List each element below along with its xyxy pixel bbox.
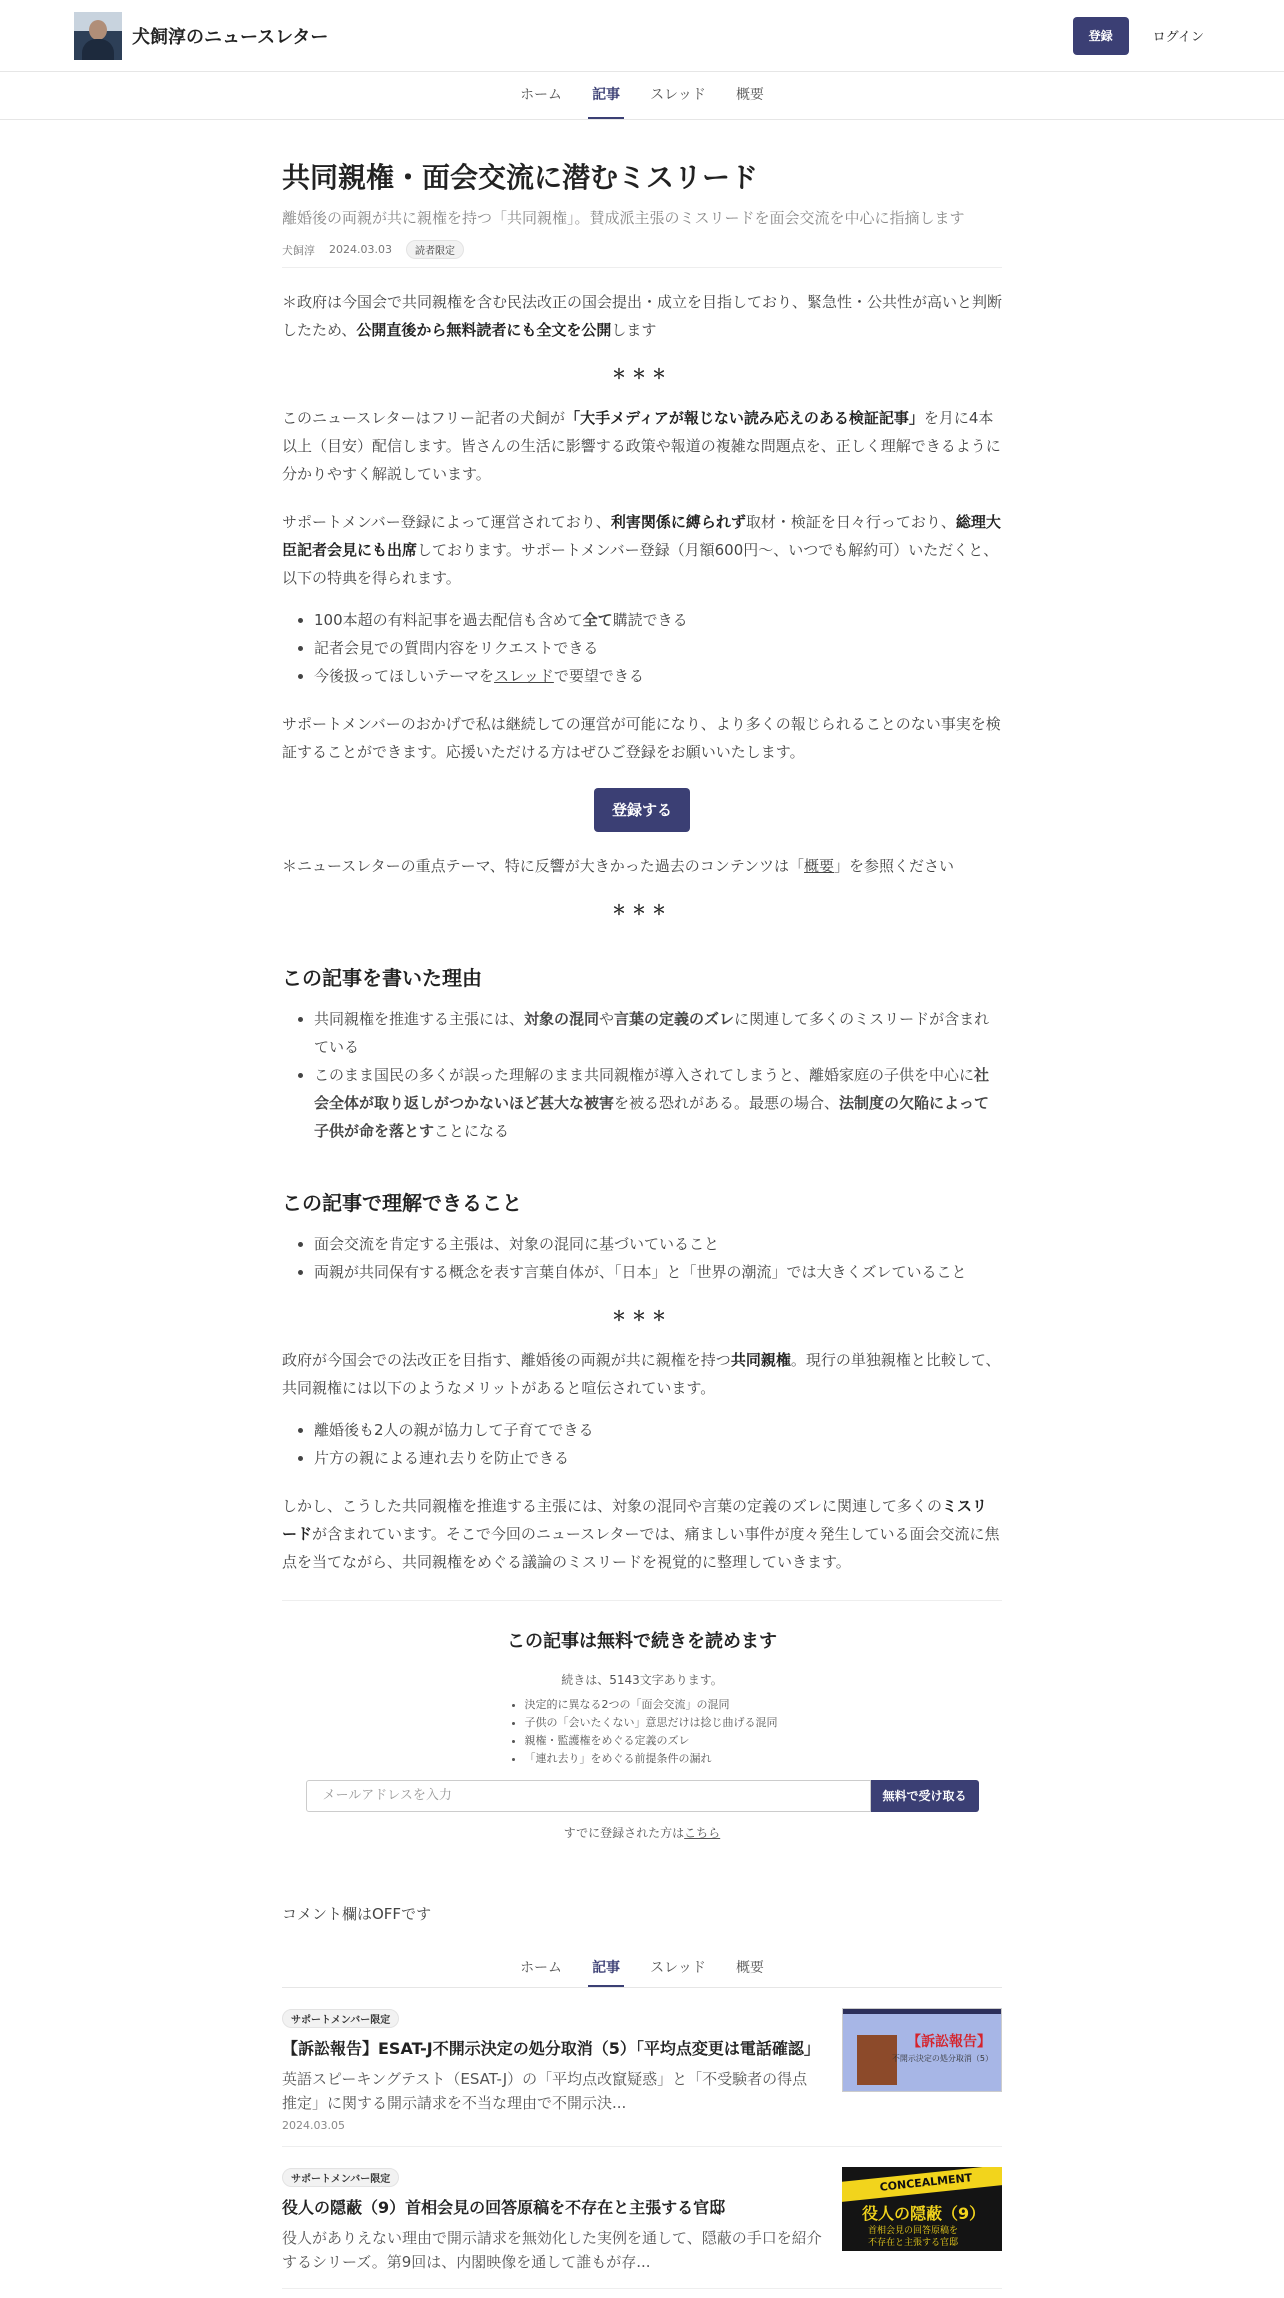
thumbnail-subtitle: 不開示決定の処分取消（5） [891, 2054, 993, 2063]
about-paragraph: ＊ニュースレターの重点テーマ、特に反響が大きかった過去のコンテンツは「概要」を参照ください [282, 857, 955, 875]
list-item: • 決定的に異なる2つの「面会交流」の混同 [525, 1696, 778, 1714]
post-text [282, 2008, 822, 2132]
list-item: • このまま国民の多くが誤った理解のまま共同親権が導入されてしまうと、離婚家庭の子供を中心に社会全体が取り返しがつかないほど甚大な被害を被る恐れがある。最悪の場合、法制度の欠陥によって子供が命を落とすことになる [314, 1061, 1002, 1145]
list-item: • 片方の親による連れ去りを防止できる [314, 1444, 1002, 1472]
nav-articles[interactable]: 記事 [588, 1950, 624, 1987]
merits-paragraph: 政府が今国会での法改正を目指す、離婚後の両親が共に親権を持つ共同親権。現行の単独親権と比較して、共同親権には以下のようなメリットがあると喧伝されています。 [282, 1351, 1001, 1397]
post-badge: サポートメンバー限定 [282, 2168, 399, 2187]
post-date: 2024.03.05 [282, 2119, 345, 2132]
post-thumbnail[interactable] [842, 2167, 1002, 2251]
main-nav [0, 72, 1284, 120]
author-avatar [74, 12, 122, 60]
list-item: • 100本超の有料記事を過去配信も含めて全て購読できる [314, 606, 1002, 634]
article-subtitle: 離婚後の両親が共に親権を持つ「共同親権」。賛成派主張のミスリードを面会交流を中心に指摘します [282, 209, 965, 227]
post-badge: サポートメンバー限定 [282, 2009, 399, 2028]
paywall-box [282, 1600, 1002, 1841]
notice-paragraph: ＊政府は今国会で共同親権を含む民法改正の国会提出・成立を目指しており、緊急性・公共性が高いと判断したため、公開直後から無料読者にも全文を公開します [282, 293, 1003, 339]
post-card[interactable] [282, 2147, 1002, 2289]
nav-threads[interactable]: スレッド [650, 1960, 706, 1976]
article-meta [282, 240, 1002, 268]
about-link[interactable]: 概要 [804, 857, 835, 875]
thumbnail-subtitle: 首相会見の回答原稿を 不存在と主張する官邸 [868, 2226, 959, 2248]
thumbnail-title: 役人の隠蔽（9） [862, 2204, 986, 2223]
intro-paragraph: このニュースレターはフリー記者の犬飼が「大手メディアが報じない読み応えのある検証記事」を月に4本以上（目安）配信します。皆さんの生活に影響する政策や報道の複雑な問題点を、正しく理解できるように分かりやすく解説しています。 [282, 409, 1001, 483]
post-excerpt: 英語スピーキングテスト（ESAT-J）の「平均点改竄疑惑」と「不受験者の得点推定」に関する開示請求を不当な理由で不開示決... [282, 2070, 808, 2112]
list-item: • 子供の「会いたくない」意思だけは捻じ曲げる混同 [525, 1714, 778, 1732]
merits-list [282, 1416, 1002, 1472]
learn-heading: この記事で理解できること [282, 1191, 522, 1215]
paywall-toc [507, 1696, 778, 1768]
nav-home[interactable]: ホーム [520, 87, 563, 103]
list-item: • 共同親権を推進する主張には、対象の混同や言葉の定義のズレに関連して多くのミスリードが含まれている [314, 1005, 1002, 1061]
article-body [282, 288, 1002, 1576]
misleading-paragraph: しかし、こうした共同親権を推進する主張には、対象の混同や言葉の定義のズレに関連して多くのミスリードが含まれています。そこで今回のニュースレターでは、痛ましい事件が度々発生している面会交流に焦点を当てながら、共同親権をめぐる議論のミスリードを視覚的に整理していきます。 [282, 1497, 1000, 1571]
section-divider: ＊＊＊ [612, 903, 672, 919]
nav-about[interactable]: 概要 [735, 87, 764, 103]
free-subscribe-button[interactable]: 無料で受け取る [871, 1780, 979, 1812]
brand[interactable] [74, 12, 328, 60]
thumbnail-tape: CONCEALMENT [842, 2167, 1002, 2202]
thanks-paragraph: サポートメンバーのおかげで私は継続しての運営が可能になり、より多くの報じられることのない事実を検証することができます。応援いただける方はぜひご登録をお願いいたします。 [282, 715, 1001, 761]
nav-home[interactable]: ホーム [520, 1960, 563, 1976]
article-author[interactable]: 犬飼淳 [282, 243, 315, 257]
list-item: • 記者会見での質問内容をリクエストできる [314, 634, 1002, 662]
support-paragraph: サポートメンバー登録によって運営されており、利害関係に縛られず取材・検証を日々行っており、総理大臣記者会見にも出席しております。サポートメンバー登録（月額600円〜、いつでも解約可）いただくと、以下の特典を得られます。 [282, 513, 1001, 587]
secondary-nav [282, 1950, 1002, 1988]
benefits-list [282, 606, 1002, 690]
already-registered: すでに登録された方はこちら [563, 1826, 721, 1840]
nav-articles[interactable]: 記事 [588, 72, 624, 119]
signup-form [282, 1780, 1002, 1812]
article-title: 共同親権・面会交流に潜むミスリード [282, 161, 759, 194]
post-excerpt: 役人がありえない理由で開示請求を無効化した実例を通して、隠蔽の手口を紹介するシリーズ。第9回は、内閣映像を通して誰もが存... [282, 2229, 822, 2271]
learn-list [282, 1230, 1002, 1286]
nav-about[interactable]: 概要 [735, 1960, 764, 1976]
list-item: • 今後扱ってほしいテーマをスレッドで要望できる [314, 662, 1002, 690]
register-cta-button[interactable]: 登録する [594, 788, 690, 832]
post-title[interactable]: 【訴訟報告】ESAT-J不開示決定の処分取消（5）「平均点変更は電話確認」 [282, 2039, 820, 2058]
email-input[interactable]: メールアドレスを入力 [306, 1780, 871, 1812]
list-item: • 「連れ去り」をめぐる前提条件の漏れ [525, 1750, 778, 1768]
section-divider: ＊＊＊ [612, 367, 672, 383]
article-container [282, 158, 1002, 2289]
post-card[interactable] [282, 1988, 1002, 2147]
remaining-count: 続きは、5143文字あります。 [561, 1673, 723, 1687]
login-link[interactable]: こちら [684, 1826, 721, 1840]
brand-name[interactable]: 犬飼淳のニュースレター [132, 26, 329, 48]
reason-heading: この記事を書いた理由 [282, 966, 482, 990]
list-item: • 面会交流を肯定する主張は、対象の混同に基づいていること [314, 1230, 1002, 1258]
reason-list [282, 1005, 1002, 1145]
thumbnail-label: 【訴訟報告】 [907, 2034, 991, 2050]
access-badge: 読者限定 [406, 240, 464, 259]
list-item: • 離婚後も2人の親が協力して子育てできる [314, 1416, 1002, 1444]
login-button[interactable]: ログイン [1152, 30, 1204, 45]
article-date: 2024.03.03 [329, 243, 392, 256]
list-item: • 親権・監護権をめぐる定義のズレ [525, 1732, 778, 1750]
register-button[interactable]: 登録 [1073, 17, 1129, 55]
list-item: • 両親が共同保有する概念を表す言葉自体が、「日本」と「世界の潮流」では大きくズレていること [314, 1258, 1002, 1286]
threads-link[interactable]: スレッド [494, 667, 554, 685]
post-title[interactable]: 役人の隠蔽（9）首相会見の回答原稿を不存在と主張する官邸 [282, 2198, 726, 2217]
post-text [282, 2167, 822, 2274]
top-bar [0, 0, 1284, 72]
comments-status: コメント欄はOFFです [282, 1905, 432, 1923]
nav-threads[interactable]: スレッド [650, 87, 706, 103]
post-thumbnail[interactable] [842, 2008, 1002, 2092]
paywall-title: この記事は無料で続きを読めます [507, 1631, 777, 1652]
section-divider: ＊＊＊ [612, 1309, 672, 1325]
auth-buttons [1073, 17, 1212, 55]
